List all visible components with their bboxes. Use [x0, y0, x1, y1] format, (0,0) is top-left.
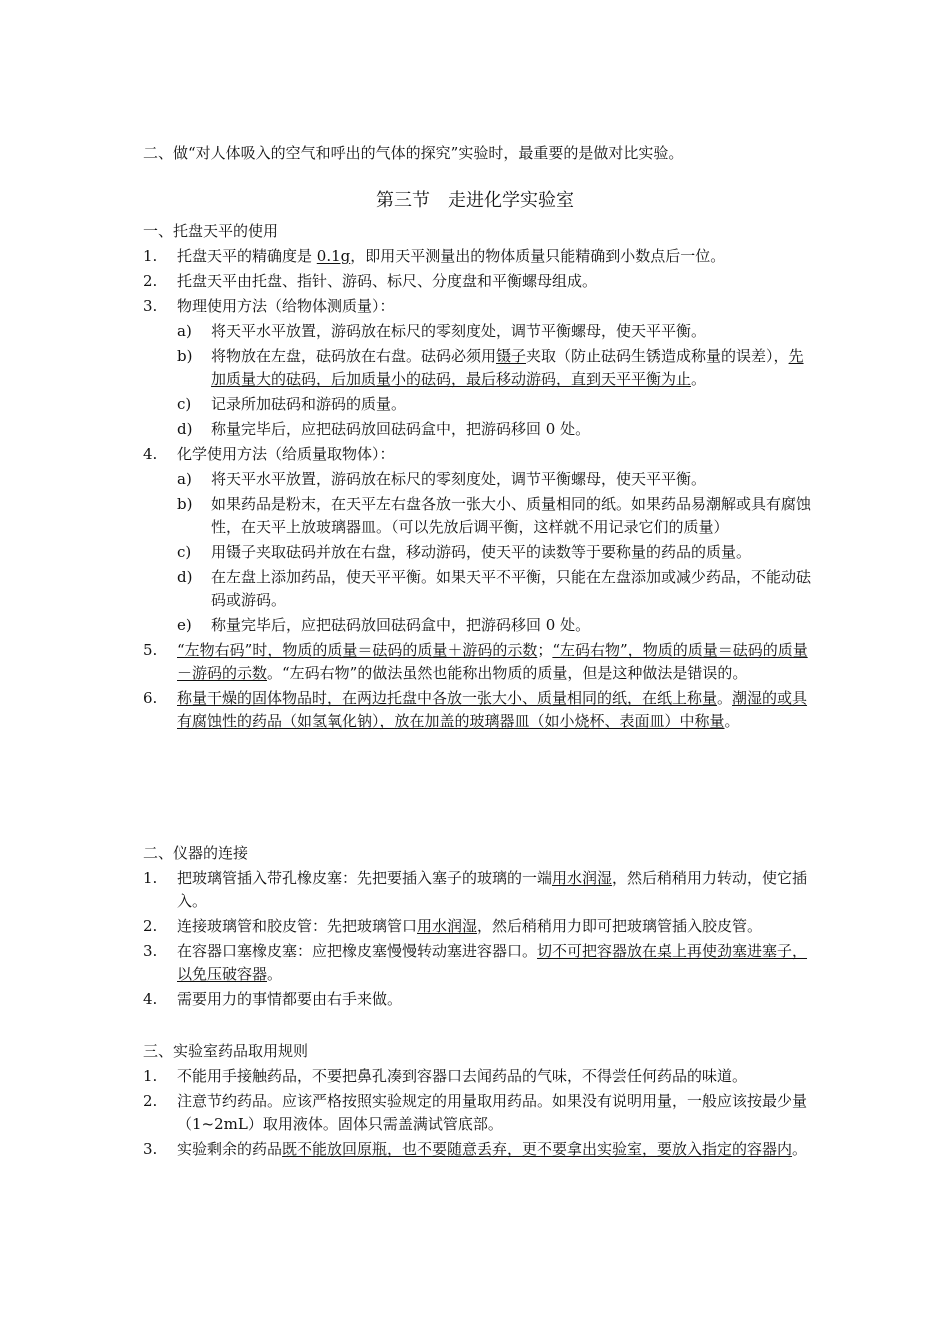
- heading-balance: 一、托盘天平的使用: [143, 222, 279, 240]
- sub-item: a) 将天平水平放置，游码放在标尺的零刻度处，调节平衡螺母，使天平平衡。: [177, 322, 707, 340]
- list-item: 3. 实验剩余的药品既不能放回原瓶，也不要随意丢弃，更不要拿出实验室，要放入指定的容器内。: [143, 1140, 808, 1158]
- heading-connection: 二、仪器的连接: [143, 844, 249, 862]
- list-item: 2. 托盘天平由托盘、指针、游码、标尺、分度盘和平衡螺母组成。: [143, 272, 598, 290]
- heading-drug-rules: 三、实验室药品取用规则: [143, 1042, 309, 1060]
- sub-item: b) 如果药品是粉末，在天平左右盘各放一张大小、质量相同的纸。如果药品易潮解或具有腐蚀性，在天平上放玻璃器皿。（可以先放后调平衡，这样就不用记录它们的质量）: [177, 495, 812, 536]
- section-balance: [143, 220, 811, 735]
- list-item: 1. 托盘天平的精确度是 0.1g，即用天平测量出的物体质量只能精确到小数点后一位。: [143, 247, 726, 265]
- sub-item: c) 记录所加砝码和游码的质量。: [177, 395, 407, 413]
- section-title: 第三节 走进化学实验室: [376, 190, 574, 211]
- list-item: 2. 连接玻璃管和胶皮管：先把玻璃管口用水润湿，然后稍稍用力即可把玻璃管插入胶皮管。: [143, 917, 763, 935]
- sub-item: c) 用镊子夹取砝码并放在右盘，移动游码，使天平的读数等于要称量的药品的质量。: [177, 543, 752, 561]
- intro-line: 二、做“对人体吸入的空气和呼出的气体的探究”实验时，最重要的是做对比实验。: [143, 144, 684, 162]
- list-item: 3. 物理使用方法（给物体测质量）：: [143, 297, 395, 315]
- sub-item: d) 在左盘上添加药品，使天平平衡。如果天平不平衡，只能在左盘添加或减少药品，不能动砝码或游码。: [177, 568, 812, 609]
- sub-item: b) 将物放在左盘，砝码放在右盘。砝码必须用镊子夹取（防止砝码生锈造成称量的误差），先加质量大的砝码，后加质量小的砝码，最后移动游码，直到天平平衡为止。: [177, 347, 804, 388]
- list-item: 5. “左物右码”时，物质的质量＝砝码的质量＋游码的示数；“左码右物”，物质的质量＝砝码的质量－游码的示数。“左码右物”的做法虽然也能称出物质的质量，但是这种做法是错误的。: [143, 641, 808, 682]
- section-connection: [143, 842, 811, 1013]
- list-item: 2. 注意节约药品。应该严格按照实验规定的用量取用药品。如果没有说明用量，一般应该按最少量（1~2mL）取用液体。固体只需盖满试管底部。: [143, 1092, 808, 1133]
- sub-item: a) 将天平水平放置，游码放在标尺的零刻度处，调节平衡螺母，使天平平衡。: [177, 470, 707, 488]
- list-item: 4. 需要用力的事情都要由右手来做。: [143, 990, 403, 1008]
- section-drug-rules: [143, 1040, 811, 1163]
- sub-item: d) 称量完毕后，应把砝码放回砝码盒中，把游码移回 0 处。: [177, 420, 591, 438]
- sub-item: e) 称量完毕后，应把砝码放回砝码盒中，把游码移回 0 处。: [177, 616, 591, 634]
- list-item: 4. 化学使用方法（给质量取物体）：: [143, 445, 395, 463]
- list-item: 1. 把玻璃管插入带孔橡皮塞：先把要插入塞子的玻璃的一端用水润湿，然后稍稍用力转动，使它插入。: [143, 869, 808, 910]
- list-item: 6. 称量干燥的固体物品时，在两边托盘中各放一张大小、质量相同的纸，在纸上称量。潮湿的或具有腐蚀性的药品（如氢氧化钠），放在加盖的玻璃器皿（如小烧杯、表面皿）中称量。: [143, 689, 808, 730]
- list-item: 1. 不能用手接触药品，不要把鼻孔凑到容器口去闻药品的气味，不得尝任何药品的味道。: [143, 1067, 748, 1085]
- list-item: 3. 在容器口塞橡皮塞：应把橡皮塞慢慢转动塞进容器口。切不可把容器放在桌上再使劲塞进塞子，以免压破容器。: [143, 942, 808, 983]
